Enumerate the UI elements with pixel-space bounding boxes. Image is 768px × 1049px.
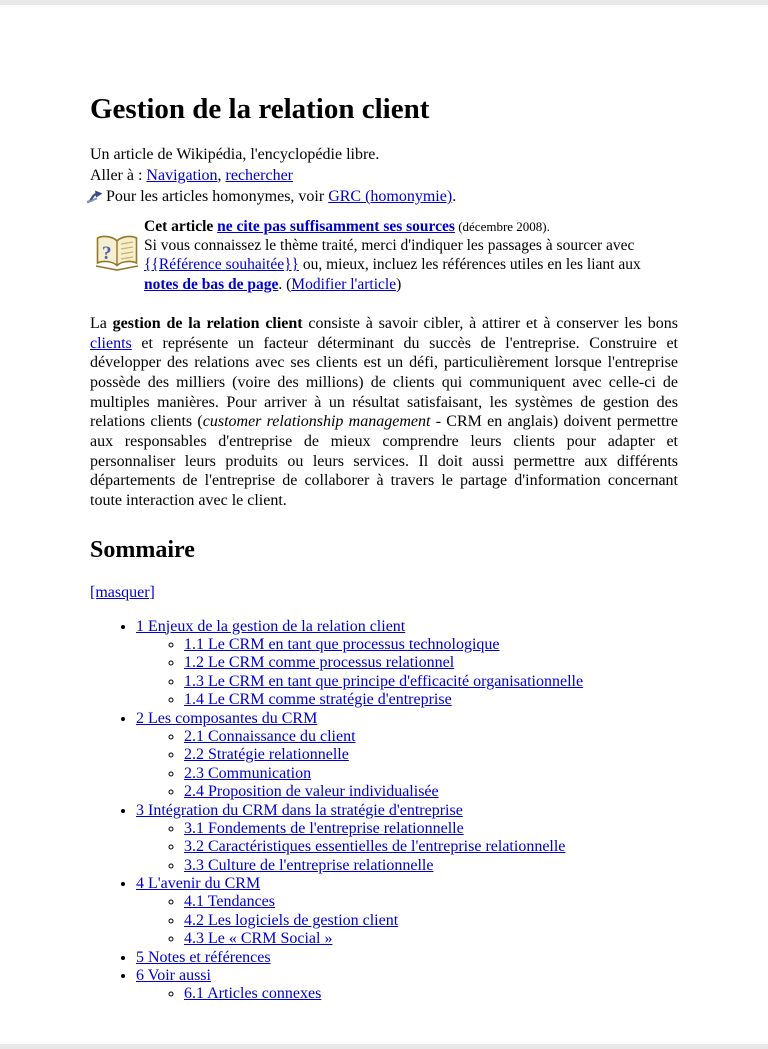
toc-link[interactable]: 2.4 Proposition de valeur individualisée: [184, 783, 439, 801]
toc-link[interactable]: 2.2 Stratégie relationnelle: [184, 746, 349, 764]
toc-subitem: [184, 930, 678, 948]
toc-item: [136, 710, 678, 802]
toc-subitem: [184, 820, 678, 838]
intro-text: consiste à savoir cibler, à attirer et à conserver les bons: [302, 314, 679, 332]
toc-link[interactable]: 2 Les composantes du CRM: [136, 709, 318, 727]
homonymy-suffix: .: [452, 188, 457, 205]
toc-sublist: [136, 985, 678, 1003]
toc-link[interactable]: 1.3 Le CRM en tant que principe d'efficacité organisationnelle: [184, 672, 584, 690]
toc-subitem: [184, 783, 678, 801]
intro-bold-term: gestion de la relation client: [112, 314, 303, 332]
toc-subitem: [184, 636, 678, 654]
toc-link[interactable]: 3.2 Caractéristiques essentielles de l'entreprise relationnelle: [184, 838, 566, 856]
toc-link[interactable]: 6.1 Articles connexes: [184, 985, 322, 1003]
clients-link[interactable]: clients: [90, 334, 132, 352]
toc-link[interactable]: 1.1 Le CRM en tant que processus technologique: [184, 635, 500, 653]
footnotes-link[interactable]: notes de bas de page: [144, 275, 279, 293]
toc-hide-toggle[interactable]: [masquer]: [90, 583, 155, 601]
toc-item: [136, 802, 678, 876]
toc-link[interactable]: 3.3 Culture de l'entreprise relationnelle: [184, 856, 434, 874]
svg-text:?: ?: [102, 242, 112, 264]
toc-link[interactable]: 4.1 Tendances: [184, 893, 275, 911]
notice-body-text: ): [396, 275, 402, 293]
intro-paragraph: [90, 314, 678, 511]
toc-sublist: [136, 728, 678, 802]
toc-item: [136, 949, 678, 967]
toc-item: [136, 875, 678, 949]
toc-heading: Sommaire: [90, 536, 195, 563]
toc-link[interactable]: 4 L'avenir du CRM: [136, 875, 261, 893]
homonymy-link[interactable]: GRC (homonymie): [328, 188, 453, 205]
jump-line: [90, 167, 678, 185]
sources-notice: [94, 217, 678, 294]
jump-separator: ,: [217, 167, 226, 184]
notice-body-text: Si vous connaissez le thème traité, merci d'indiquer les passages à sourcer avec: [144, 237, 635, 255]
edit-article-link[interactable]: Modifier l'article: [291, 275, 397, 293]
toc-link[interactable]: 2.3 Communication: [184, 764, 312, 782]
notice-lead: Cet article: [144, 218, 218, 235]
toc-link[interactable]: 1.4 Le CRM comme stratégie d'entreprise: [184, 691, 452, 709]
toc-subitem: [184, 912, 678, 930]
toc-link[interactable]: 4.2 Les logiciels de gestion client: [184, 911, 399, 929]
toc-sublist: [136, 893, 678, 948]
intro-italic-term: customer relationship management: [202, 413, 431, 431]
toc-subitem: [184, 654, 678, 672]
notice-body: [144, 236, 678, 294]
toc-subitem: [184, 728, 678, 746]
sources-link[interactable]: ne cite pas suffisamment ses sources: [217, 218, 455, 235]
toc-subitem: [184, 691, 678, 709]
toc-item: [136, 967, 678, 1004]
question-book-icon: [94, 233, 144, 278]
toc-link[interactable]: 6 Voir aussi: [136, 967, 211, 985]
notice-body-text: . (: [278, 275, 292, 293]
toc-link[interactable]: 4.3 Le « CRM Social »: [184, 930, 333, 948]
toc-subitem: [184, 673, 678, 691]
intro-text: - CRM en anglais) doivent permettre aux responsables d'entreprise de mieux comprendre leurs clients pour adapter et personnaliser leurs produits ou leurs services. Il doit aussi permettre aux différents départements de l'entreprise de collaborer à travers le partage d'information concernant toute interaction avec le client.: [90, 413, 679, 509]
toc-sublist: [136, 636, 678, 710]
intro-text: La: [90, 314, 113, 332]
toc-subitem: [184, 765, 678, 783]
article-title: Gestion de la relation client: [90, 93, 430, 125]
reference-template-link[interactable]: {{Référence souhaitée}}: [144, 256, 299, 274]
toc-link[interactable]: 1 Enjeux de la gestion de la relation client: [136, 617, 406, 635]
notice-headline: [144, 217, 678, 236]
toc-subitem: [184, 838, 678, 856]
toc-link[interactable]: 3.1 Fondements de l'entreprise relationnelle: [184, 819, 464, 837]
document-page: [0, 5, 768, 1044]
toc-subitem: [184, 857, 678, 875]
homonymy-prefix: Pour les articles homonymes, voir: [106, 188, 329, 205]
toc-link[interactable]: 3 Intégration du CRM dans la stratégie d'entreprise: [136, 801, 463, 819]
notice-date: (décembre 2008).: [454, 219, 550, 234]
toc-item: [136, 618, 678, 710]
site-tagline: Un article de Wikipédia, l'encyclopédie libre.: [90, 146, 380, 163]
toc-subitem: [184, 893, 678, 911]
toc-list: [90, 618, 678, 1004]
toc-link[interactable]: 1.2 Le CRM comme processus relationnel: [184, 654, 455, 672]
notice-text: [144, 217, 678, 294]
fork-arrows-icon: [86, 189, 104, 209]
toc-subitem: [184, 746, 678, 764]
toc-link[interactable]: 2.1 Connaissance du client: [184, 727, 356, 745]
toc-toggle-line: [90, 584, 678, 602]
toc-subitem: [184, 985, 678, 1003]
jump-prefix: Aller à :: [90, 167, 147, 184]
intro-text: et représente un facteur déterminant du succès de l'entreprise. Construire et développer des relations avec ses clients est un défi, particulièrement lorsque l'entreprise possède des milliers (voire des millions) de clients qui communiquent avec celle-ci de multiples manières. Pour arriver à un résultat satisfaisant, les systèmes de gestion des relations clients (: [90, 334, 678, 431]
toc-link[interactable]: 5 Notes et références: [136, 948, 271, 966]
navigation-link[interactable]: Navigation: [146, 167, 218, 184]
toc-sublist: [136, 820, 678, 875]
notice-body-text: ou, mieux, incluez les références utiles en les liant aux: [298, 256, 641, 274]
homonymy-line: [90, 188, 678, 209]
search-link[interactable]: rechercher: [225, 167, 294, 184]
